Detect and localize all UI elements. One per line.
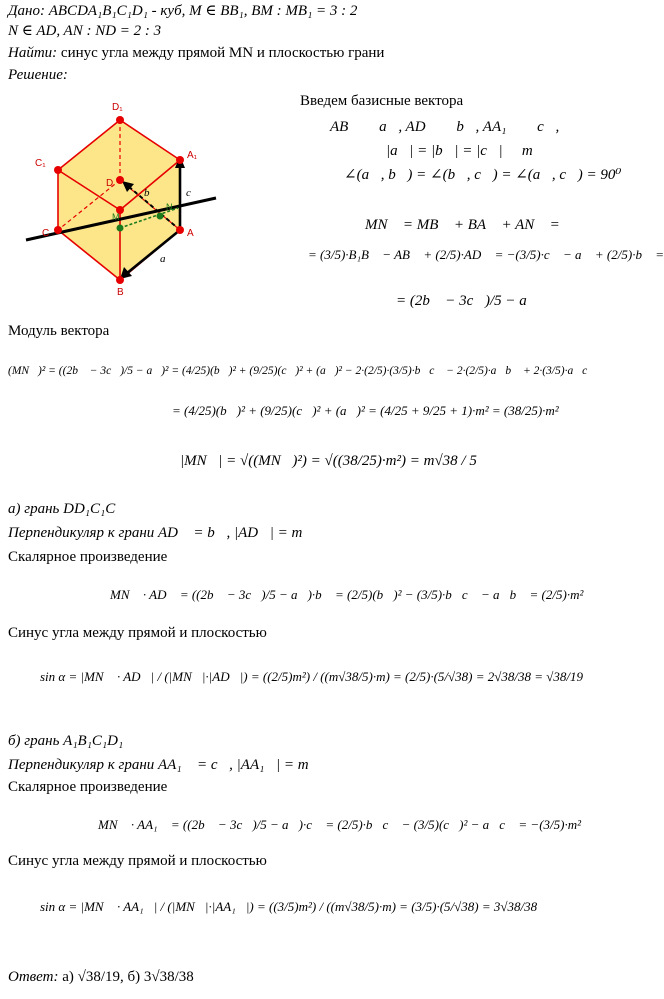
given-line1: ABCDA₁B₁C₁D₁ - куб, M ∈ BB₁, BM : MB₁ = 3 : 2: [48, 3, 358, 19]
answer-label: Ответ:: [8, 969, 59, 985]
part-a-dot-eq: MN⃗ · AD⃗ = ((2b⃗ − 3c⃗)/5 − a⃗)·b⃗ = (2/5)(b⃗)² − (3/5)·b⃗c⃗ − a⃗b⃗ = (2/5)·m²: [110, 587, 584, 602]
svg-text:C: C: [42, 228, 50, 239]
svg-text:D: D: [106, 178, 114, 189]
svg-text:A: A: [187, 228, 194, 239]
cube-figure: [20, 100, 220, 298]
part-a-dot-heading: Скалярное произведение: [8, 549, 168, 565]
basis-angles: ∠(a⃗, b⃗) = ∠(b⃗, c⃗) = ∠(a⃗, c⃗) = 90⁰: [344, 167, 622, 183]
modulus-eq1: (MN⃗)² = ((2b⃗ − 3c⃗)/5 − a⃗)² = (4/25)(b⃗)² + (9/25)(c⃗)² + (a⃗)² − 2·(2/5)·(3/5)·b⃗c⃗ − 2·(2/5)·a⃗b⃗ + 2·(3/5)·a⃗c⃗: [8, 365, 597, 377]
svg-text:c⃗: c⃗: [186, 187, 200, 199]
find-text: синус угла между прямой MN и плоскостью грани: [60, 45, 385, 61]
part-b-sin-heading: Синус угла между прямой и плоскостью: [8, 853, 267, 869]
part-a-sin-heading: Синус угла между прямой и плоскостью: [8, 625, 267, 641]
solution-label: Решение:: [8, 67, 68, 83]
basis-intro: Введем базисные вектора: [300, 93, 464, 109]
given-line2: N ∈ AD, AN : ND = 2 : 3: [8, 23, 162, 39]
mn-eq3: = (2b⃗ − 3c⃗)/5 − a⃗: [396, 293, 539, 309]
svg-text:a⃗: a⃗: [160, 253, 175, 265]
part-a-heading: а) грань DD₁C₁C: [8, 501, 116, 517]
svg-text:b⃗: b⃗: [144, 187, 159, 199]
part-b-sin-eq: sin α = |MN⃗ · AA₁⃗| / (|MN⃗|·|AA₁⃗|) = ((3/5)m²) / ((m√38/5)·m) = (3/5)·(5/√38) = 3√38/38: [40, 899, 538, 914]
part-a-sin-eq: sin α = |MN⃗ · AD⃗| / (|MN⃗|·|AD⃗|) = ((2/5)m²) / ((m√38/5)·m) = (2/5)·(5/√38) = 2√38/38 = √38/19: [40, 669, 584, 684]
part-b-heading: б) грань A₁B₁C₁D₁: [8, 733, 124, 749]
svg-text:M: M: [112, 212, 120, 222]
given-label: Дано:: [8, 3, 45, 19]
basis-defs: AB⃗ ≝ a⃗, AD⃗ ≝ b⃗, AA₁⃗ ≝ c⃗,: [330, 119, 560, 135]
part-b-perp: Перпендикуляр к грани AA₁⃗ = c⃗, |AA₁⃗| = m: [8, 757, 309, 773]
svg-text:N: N: [166, 202, 173, 212]
basis-norms: |a⃗| = |b⃗| = |c⃗| ≝ m: [386, 143, 533, 159]
svg-text:C₁: C₁: [35, 158, 46, 169]
svg-text:A₁: A₁: [187, 150, 198, 161]
modulus-eq2: = (4/25)(b⃗)² + (9/25)(c⃗)² + (a⃗)² = (4/25 + 9/25 + 1)·m² = (38/25)·m²: [172, 403, 559, 418]
mn-eq2: = (3/5)·B₁B⃗ − AB⃗ + (2/5)·AD⃗ = −(3/5)·c⃗ − a⃗ + (2/5)·b⃗ =: [308, 247, 664, 262]
modulus-eq3: |MN⃗| = √((MN⃗)²) = √((38/25)·m²) = m√38 / 5: [180, 453, 477, 469]
part-a-perp: Перпендикуляр к грани AD⃗ = b⃗, |AD⃗| = m: [8, 525, 303, 541]
find-label: Найти:: [8, 45, 58, 61]
answer-b: б) 3√38/38: [127, 969, 194, 985]
part-b-dot-eq: MN⃗ · AA₁⃗ = ((2b⃗ − 3c⃗)/5 − a⃗)·c⃗ = (2/5)·b⃗c⃗ − (3/5)(c⃗)² − a⃗c⃗ = −(3/5)·m²: [98, 817, 582, 832]
svg-text:B: B: [117, 287, 124, 298]
svg-text:D₁: D₁: [112, 102, 123, 113]
mn-eq1: MN⃗ = MB⃗ + BA⃗ + AN⃗ =: [365, 217, 560, 233]
answer-a: а) √38/19,: [62, 969, 124, 985]
part-b-dot-heading: Скалярное произведение: [8, 779, 168, 795]
modulus-heading: Модуль вектора: [8, 323, 110, 339]
